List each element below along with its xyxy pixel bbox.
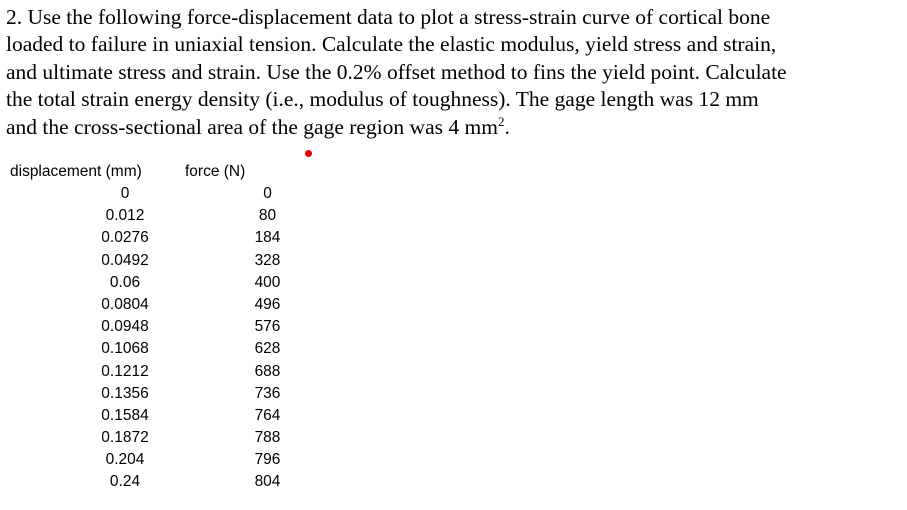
force-cell: 400: [254, 273, 281, 291]
column-header-displacement: displacement (mm): [10, 163, 142, 180]
sentence-end: .: [504, 114, 510, 139]
problem-line-text: and the cross-sectional area of the gage region was 4 mm: [6, 114, 498, 139]
force-cell: 184: [254, 229, 281, 247]
force-cell: 496: [254, 295, 281, 313]
displacement-cell: 0.06: [109, 273, 141, 291]
displacement-cell: 0.1068: [101, 340, 149, 358]
problem-line: 2. Use the following force-displacement data to plot a stress-strain curve of cortical bone: [6, 5, 771, 29]
force-cell: 736: [254, 384, 281, 402]
force-cell: 80: [258, 207, 277, 225]
red-dot-marker: [305, 150, 312, 157]
displacement-cell: 0.1212: [101, 362, 149, 380]
displacement-cell: 0.204: [105, 451, 145, 469]
problem-line-last: [6, 114, 901, 141]
force-cell: 328: [254, 251, 281, 269]
superscript: 2: [497, 113, 505, 129]
displacement-cell: 0.012: [105, 207, 145, 225]
displacement-cell: 0.1356: [101, 384, 149, 402]
displacement-cell: 0.0276: [101, 229, 149, 247]
force-cell: 628: [254, 340, 281, 358]
column-header-force: force (N): [185, 163, 246, 180]
force-cell: 0: [263, 185, 272, 202]
force-cell: 788: [254, 429, 281, 447]
displacement-cell: 0: [120, 185, 130, 202]
displacement-cell: 0.1584: [101, 406, 149, 424]
force-cell: 764: [254, 406, 281, 424]
displacement-cell: 0.0804: [101, 295, 149, 313]
displacement-cell: 0.24: [109, 473, 141, 491]
problem-line: the total strain energy density (i.e., modulus of toughness). The gage length was 12 mm: [6, 87, 759, 112]
force-cell: 688: [254, 362, 281, 380]
displacement-cell: 0.0948: [101, 318, 149, 336]
displacement-cell: 0.0492: [101, 251, 149, 269]
problem-line: loaded to failure in uniaxial tension. Calculate the elastic modulus, yield stress and strain,: [6, 32, 777, 57]
force-cell: 576: [254, 318, 281, 336]
problem-statement: [6, 4, 901, 141]
problem-line: and ultimate stress and strain. Use the 0.2% offset method to fins the yield point. Calculate: [6, 59, 787, 84]
force-cell: 804: [254, 473, 281, 491]
displacement-cell: 0.1872: [101, 429, 149, 447]
force-cell: 796: [254, 451, 281, 469]
